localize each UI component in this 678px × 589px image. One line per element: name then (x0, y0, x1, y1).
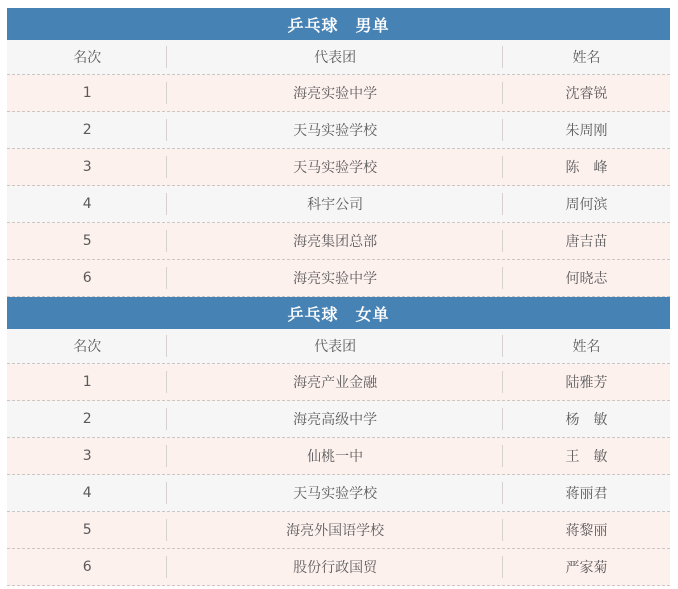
team-cell: 科宇公司 (167, 186, 502, 222)
column-header-name: 姓名 (572, 50, 601, 66)
header-row (7, 40, 670, 75)
table-womens-singles (7, 297, 670, 586)
team-cell: 股份行政国贸 (167, 549, 502, 585)
table-row (7, 186, 670, 223)
name-cell: 王 敏 (565, 449, 608, 465)
rank-cell: 3 (7, 149, 167, 185)
rank-cell: 2 (7, 401, 167, 437)
name-cell: 陈 峰 (565, 160, 608, 176)
table-row (7, 401, 670, 438)
rank-cell: 5 (7, 512, 167, 548)
team-cell: 天马实验学校 (167, 112, 502, 148)
table-row (7, 149, 670, 186)
section-title-womens: 乒乓球 女单 (7, 297, 670, 329)
table-mens-singles (7, 8, 670, 297)
rank-cell: 1 (7, 75, 167, 111)
table-row (7, 438, 670, 475)
name-cell: 周何滨 (565, 197, 608, 213)
table-row (7, 512, 670, 549)
name-cell: 沈睿锐 (565, 86, 608, 102)
rank-cell: 2 (7, 112, 167, 148)
table-row (7, 364, 670, 401)
column-header-name: 姓名 (572, 339, 601, 355)
name-cell: 蒋黎丽 (565, 523, 608, 539)
table-row (7, 475, 670, 512)
rank-cell: 5 (7, 223, 167, 259)
name-cell: 何晓志 (565, 271, 608, 287)
column-header-team: 代表团 (167, 40, 502, 74)
section-title-mens: 乒乓球 男单 (7, 8, 670, 40)
team-cell: 天马实验学校 (167, 149, 502, 185)
table-row (7, 260, 670, 297)
name-cell: 朱周刚 (565, 123, 608, 139)
team-cell: 天马实验学校 (167, 475, 502, 511)
column-header-rank: 名次 (7, 40, 167, 74)
team-cell: 海亮实验中学 (167, 75, 502, 111)
name-cell: 杨 敏 (565, 412, 608, 428)
rank-cell: 4 (7, 186, 167, 222)
team-cell: 海亮外国语学校 (167, 512, 502, 548)
team-cell: 海亮高级中学 (167, 401, 502, 437)
rank-cell: 4 (7, 475, 167, 511)
rank-cell: 6 (7, 260, 167, 296)
team-cell: 海亮实验中学 (167, 260, 502, 296)
table-row (7, 549, 670, 586)
team-cell: 仙桃一中 (167, 438, 502, 474)
column-header-team: 代表团 (167, 329, 502, 363)
name-cell: 严家菊 (565, 560, 608, 576)
rank-cell: 6 (7, 549, 167, 585)
team-cell: 海亮产业金融 (167, 364, 502, 400)
table-row (7, 223, 670, 260)
table-row (7, 112, 670, 149)
header-row (7, 329, 670, 364)
column-header-rank: 名次 (7, 329, 167, 363)
team-cell: 海亮集团总部 (167, 223, 502, 259)
rank-cell: 1 (7, 364, 167, 400)
name-cell: 陆雅芳 (565, 375, 608, 391)
name-cell: 唐吉苗 (565, 234, 608, 250)
rank-cell: 3 (7, 438, 167, 474)
table-row (7, 75, 670, 112)
name-cell: 蒋丽君 (565, 486, 608, 502)
